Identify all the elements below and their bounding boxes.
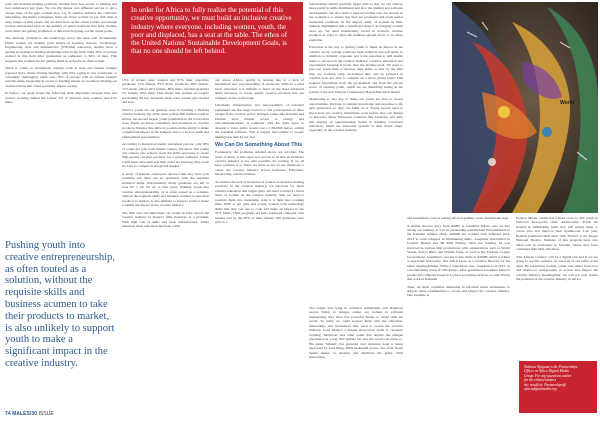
paragraph: According to Kenyan economy placement reports, only 18% of youth get jobs with related careers. We know that young arts centers, few schools teach the skills necessary to create high-quality creative products for a global audience. Urban youth learn what skill sets their peers are learning, they teach in order to compete in the global market. bbox=[122, 142, 209, 169]
paragraph: A similar success story from ADBS is Josephine Kibiro who we met during our training on 3-D art partnership with PlebArt Entertainment in the Kakuma refugee camp. ADMB has worked with Wheeled since 2013 to train refugees in filmmaking skills. Josephine specialized in Graphic Design and 3D Film Editing. After her training, he was involved in various film productions with organizations such as World Vision, Kenya RRC, and Windle Trust, as well as the Turkana County Government. Josephine's success is also made at ADMB which working at Aga Khan University. Tuli still at Lipso as a Creative Director for the entire digitalpublisher. While a wheelchair user, Josephine is in NYC as a documenting travel art Mtt Kenya. After graduation Josephine joined a production company based in Lodwar providing services to some NGOs that work in Kakuma. bbox=[407, 223, 510, 281]
column-7 bbox=[516, 216, 598, 285]
paragraph: The values gets lying in technical enthusiasm, and displaced people living in refugee camps are trained in software engineering, they have few powerful means to create with the world. To really we could support them with the education, mentorship, and investment they need to access the creative industry. Lead Malaya a unique show-book 'India is currently working 'Intellicon' and other game that depicts the refugee experience in a way that gamers all over the world can relate to. His game 'Salaam', has garnered over attention. Lual is being supported by Lual Deng, NBA basketball player, also from South Sudan mutes, to develop and distribute his game. With mentorship bbox=[309, 306, 403, 359]
painted-hands-photo bbox=[452, 2, 598, 213]
magazine-name: MALES/30 bbox=[12, 411, 38, 417]
section-heading: We Can Do Something About This bbox=[215, 142, 303, 149]
hands-painting-image bbox=[452, 2, 598, 213]
photo-text: World bbox=[560, 100, 575, 106]
callout-box: In order for Africa to fully realize the potential of this creative opportunity, we must build an inclusive creative industry where everyone, including women, youth, the poor and displaced, has a seat at the table. The ethos of the United Nations' Sustainable Development Goals, is that no one should be left behind. bbox=[122, 2, 303, 74]
column-3 bbox=[215, 78, 304, 228]
paragraph: The film over and individual can results in fully stretch the creative industry in Kenya's film, however, is a problem. With high cost of skills and basic infrastructure. While universal basic education has been rolled bbox=[122, 210, 209, 228]
column-4 bbox=[309, 2, 403, 136]
paragraph: Epsilon Media, which has trained close to 200 youth in Nairobi's Korogocho slum. Additionally, Youth are trained in filmmaking skills that will enable them to create jobs and improve their livelihoods. Last year, Epsilon premiered their short film, 'Patriot' at the Kenya National Theatre. Students of this program have also taken part in exchanges to Sweden, where they have continued their film education. bbox=[516, 216, 598, 252]
paragraph: Africa's youth are our greatest asset in building a thriving creative industry. By 2030, there will be 830 million youth in Africa, the second largest youth population in the world after Asia. Youth are fierce consumers and producers of creative products. Despite this, African youth lack the ability to make a significant impact in the industry due to a lack of skills and employment opportunities. bbox=[122, 107, 209, 139]
author-email-link[interactable]: africadigitalmedia.org bbox=[524, 387, 557, 392]
paragraph: A study of Kenyan employers reported that they have jobs available but there are no graduates with the requisite technical skills. Unfortunately many graduates are left to look for a job for up to five years. Pushing youth into creative entrepreneurship, as is often touted as a solution, without the requisite skills and business acumen to take their products to market, is also unlikely to support youth to make a significant impact in the creative industry. bbox=[122, 171, 209, 208]
paragraph: Then, we must capitalize marketing in informal urban settlements to support these communities to access and impact the creative industry. One example is bbox=[407, 284, 510, 298]
paragraph: Scholarships should specially target girls so that we can achieve more parity in skills distributed and how the gaming and software development. We also need to support women who are already in the workplace to ensure that they are promoted and reach senior leadership positions. In the Impact study of women in film-making, highlighted that a significant impact on bringing women more up. We need intentionally invest in women's creative products in order to drive the numbers quoted above to be more equitable. bbox=[309, 2, 403, 42]
paragraph: Fortunately, the problems detailed above are solvable. The work of many at this space has proven to us that an inclusive creative industry is not only possible, it's coming. If we all keep working at it. There are three tactics in our diagnosis to center the creative industry across inclusion: Education, Mentorship, and Investment. bbox=[215, 150, 304, 177]
author-bio-line: Wakiuru Njuguna is the Partnerships bbox=[524, 365, 578, 369]
author-bio-box bbox=[519, 361, 597, 413]
paragraph: 13% of writers were women and 87% men; executive producers 15% female, 85% male; producers 28% female, 72% male; editors 20% female, 80% male; cinematographers 5% female, 95% male. This means that women are largely not making the key decisions about what content gets created and how. bbox=[122, 78, 209, 105]
author-bio-line: for the related matters bbox=[524, 378, 557, 383]
paragraph: and investment, Lual is putting African gaming on the mainstream map. bbox=[407, 216, 510, 220]
paragraph: When it comes to investment, startups with at least one female founder reported more clients finding funding, with 93% saying it was 'somewhat' or 'extremely challenging' while only 70% of startups with no female founder said the same. Inequality in access to funding means we are likely missing out on innovations that could positively impact society. bbox=[5, 66, 117, 88]
pull-quote: Pushing youth into creative entrepreneurship, as often touted as a solution, without the requisite skills and business acumen to take their products to market, is also unlikely to support youth to make a significant impact in the creative industry. bbox=[5, 240, 115, 369]
paragraph: Unreliable infrastructure and inaccessibility of essential equipment are also huge barriers to full participation of these groups in the creative sector. Refugee camps like Kakuma and Dadaab have limited access to energy and telecommunications. A computer with the right specs to develop a video game would cost a US$1000 before adding the essential software. This is largely inaccessible to people making less than $1 per day. bbox=[215, 103, 304, 139]
author-bio-line: Officer at Africa Digital Media bbox=[524, 369, 569, 374]
paragraph: Mentorship is also key to make our youth are able to access opportunities. We have to transfer knowledge and expertise to the next generation so they can build on it. Young people need to know how our creative institutions work before they can disrupt or innovate. Many European countries like Germany and Italy still employ an apprenticeship model in learning vocational education, which see education systems at their initial adapt, especially in the creative industry. bbox=[309, 97, 403, 133]
paragraph: out across Africa, quality is lacking due to a lack of investment and over-stretching of resources. Without a solid basic education it is difficult to build on the more advanced skills necessary to create quality creative products that can compete on the world stage. bbox=[215, 78, 304, 100]
author-bio-line: she would at: Partnerships@ bbox=[524, 382, 567, 387]
column-1 bbox=[5, 2, 117, 108]
issue-label: ISSUE bbox=[38, 411, 54, 417]
paragraph: 'The African Century' will be a digital one and if we are going to see this realised, we need all of our talent at the table. By supporting women, youth, and others from poor and displaced backgrounds to access and impact the creative industry meaningfully, we will not only realise the potential of the creative industry in Africa. bbox=[516, 254, 598, 281]
column-5 bbox=[309, 306, 403, 363]
author-bio-line: Group. For any questions and/or bbox=[524, 373, 572, 378]
page-footer bbox=[5, 411, 54, 417]
column-2 bbox=[122, 78, 209, 232]
paragraph: In Kenya, our study found the following stark disparities between men and women working behind the scenes: 9% of directors were women, and 91% male; bbox=[5, 91, 117, 105]
paragraph: To address the lack of inclusion of women in decision-making positions in the creative industry, we advocate for more creative education that targets girls. We need to build a critical mass of women on the creative industry, then we need to promote them into leadership. Also it is their best working time. 2030 to get girls and young women with technology skills that they can use to code and make an impact in the TCT fields. Their programs are fully equipped computer with leaders and by the 60% of their climate 500 graduates were girls in a bbox=[215, 179, 304, 224]
paragraph: Education is the key to getting youth to make an impact in the creative sector. Giving youth the right technical and soft skills, in addition to industry exposure and work experience, will enable them to succeed in the creative industry. Creative education and experiential learning is better than the lecturer-level. We need to give our youth time to develop their skills, so that by the time they are working early, in-demand they will be pioneers in creative tech and able to compete on a more global basis. This requires investment from the government and from the private sector of aspiring youth, which we are thankfully seeing in the rollout of the new Kenyan Competency Based Education model. bbox=[309, 45, 403, 94]
page-number: 74 bbox=[5, 411, 11, 417]
column-6 bbox=[407, 216, 510, 301]
paragraph: The diversity problem in the technology sector has been well documented. While women are making great strides in securing Science, Technology, Engineering, Arts and Mathematics (STEAM) education, studies show a decline in women in holding leadership roles in the field. Only 20% of women worked in this field after graduation as compared to 64% of men. This suggests that women are not getting hired in tech jobs as often as men. bbox=[5, 36, 117, 63]
paragraph: roles and decision-making positions. Women have less access to funding and face unbalanced pay gaps. We can dig deeper into different sectors to get a clearer view of the gaps women face, e.g. in creative industry the collective advertising and media companies, there are fewer women on par with men at early stages of their career, but are then more up the career ladder, not enough women represented even in the number of senior positions that hold. Women even rather not getting promoted, at that even dropping out the career paths. bbox=[5, 2, 117, 33]
